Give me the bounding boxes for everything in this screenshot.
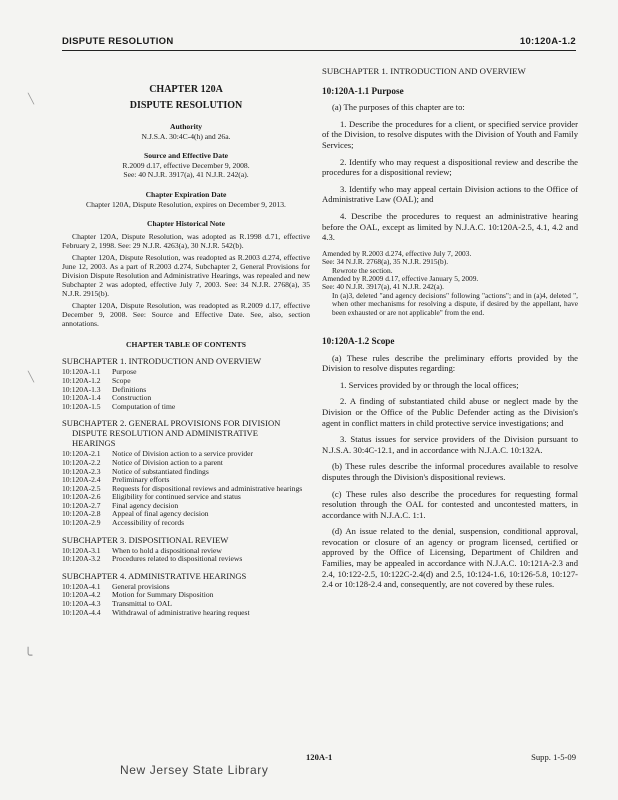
toc-row[interactable]: 10:120A-2.5 Requests for dispositional reviews and administrative hearings <box>62 483 303 493</box>
toc-row[interactable]: 10:120A-1.3 Definitions <box>62 384 147 394</box>
toc-row[interactable]: 10:120A-4.3 Transmittal to OAL <box>62 599 173 609</box>
paragraph: (d) An issue related to the denial, suspension, conditional approval, revocation or closure of an agency or program licensed, certified or approved by the Office of Licensing, Department of Children and Families, may be appealed in accordance with N.J.A.C. 10:121A-2.3 and 2.4, 10:122-2.5, 10:122C-2.4(d) and 2.5, 10:124-1.6, 10:126-5.8, 10:127-2.4 or 10:128-2.4 and, consequently, are not covered by these rules. <box>322 526 578 590</box>
authority-heading: Authority <box>169 122 203 131</box>
toc-row[interactable]: 10:120A-2.7 Final agency decision <box>62 500 179 510</box>
history-paragraph: Chapter 120A, Dispute Resolution, was readopted as R.2009 d.17, effective December 9, 2008. See: Source and Effective Date. See, also, section annotations. <box>62 300 310 328</box>
list-item: 4. Describe the procedures to request an administrative hearing before the OAL, except as limited by N.J.A.C. 10:120A-2.5, 4.1, 4.2 and 4.3. <box>322 210 578 243</box>
left-column <box>62 66 310 617</box>
list-item: 3. Identify who may appeal certain Division actions to the Office of Administrative Law (OAL); and <box>322 183 578 205</box>
toc-row[interactable]: 10:120A-4.4 Withdrawal of administrative hearing request <box>62 607 250 617</box>
paragraph: (c) These rules also describe the procedures for requesting formal resolution through the OAL for contested and uncontested matters, in accordance with N.J.A.C. 1:1. <box>322 488 578 520</box>
right-column <box>322 66 578 590</box>
history-paragraph: Chapter 120A, Dispute Resolution, was adopted as R.1998 d.71, effective February 2, 1998. See: 29 N.J.R. 4263(a), 30 N.J.R. 542(b). <box>62 231 310 250</box>
toc-row[interactable]: 10:120A-1.2 Scope <box>62 375 131 385</box>
list-item: 3. Status issues for service providers of the Division pursuant to N.J.S.A. 30:4C-12.1, and in accordance with N.J.A.C. 10:132A. <box>322 434 578 455</box>
toc-subchapter-1 <box>62 356 310 411</box>
toc-row[interactable]: 10:120A-2.4 Preliminary efforts <box>62 475 170 485</box>
list-item: 1. Describe the procedures for a client, or specified service provider of the Division, to resolve disputes with the Division of Youth and Family Services; <box>322 118 578 150</box>
toc-row[interactable]: 10:120A-3.1 When to hold a dispositional review <box>62 545 222 555</box>
source-text: R.2009 d.17, effective December 9, 2008. <box>122 160 250 170</box>
expiration-text: Chapter 120A, Dispute Resolution, expires on December 9, 2013. <box>86 199 286 209</box>
margin-mark: ╰ <box>24 649 33 664</box>
list-item: 1. Services provided by or through the local offices; <box>340 379 519 390</box>
margin-mark: ╲ <box>28 372 35 383</box>
history-heading: Chapter Historical Note <box>147 219 225 229</box>
running-header <box>62 36 576 51</box>
toc-subchapter-heading: SUBCHAPTER 3. DISPOSITIONAL REVIEW <box>62 534 229 545</box>
list-item: 2. A finding of substantiated child abuse or neglect made by the Division or the Office of the Public Defender acting as the Division's agent in conflict matters in child protective service investigations; and <box>322 396 578 428</box>
toc-row[interactable]: 10:120A-2.8 Appeal of final agency decision <box>62 509 209 519</box>
toc-row[interactable]: 10:120A-2.9 Accessibility of records <box>62 518 185 528</box>
toc-row[interactable]: 10:120A-1.4 Construction <box>62 393 152 403</box>
toc-row[interactable]: 10:120A-4.2 Motion for Summary Disposition <box>62 590 214 600</box>
toc-subchapter-heading: SUBCHAPTER 4. ADMINISTRATIVE HEARINGS <box>62 570 247 581</box>
supplement-date: Supp. 1-5-09 <box>531 752 576 762</box>
toc-subchapter-heading: SUBCHAPTER 1. INTRODUCTION AND OVERVIEW <box>62 356 262 367</box>
subchapter-heading: SUBCHAPTER 1. INTRODUCTION AND OVERVIEW <box>322 66 526 76</box>
toc-row[interactable]: 10:120A-3.2 Procedures related to dispositional reviews <box>62 554 243 564</box>
header-title: DISPUTE RESOLUTION <box>62 36 174 47</box>
toc-subchapter-heading: SUBCHAPTER 2. GENERAL PROVISIONS FOR DIVISION DISPUTE RESOLUTION AND ADMINISTRATIVE HEARINGS <box>62 418 281 449</box>
toc-subchapter-3 <box>62 535 310 564</box>
chapter-number: CHAPTER 120A <box>149 84 223 95</box>
section-heading-purpose: 10:120A-1.1 Purpose <box>322 85 404 96</box>
header-section: 10:120A-1.2 <box>519 36 576 47</box>
toc-row[interactable]: 10:120A-2.3 Notice of substantiated findings <box>62 466 209 476</box>
toc-row[interactable]: 10:120A-1.5 Computation of time <box>62 401 176 411</box>
paragraph: (b) These rules describe the informal procedures available to resolve disputes through the Division's dispositional reviews. <box>322 461 578 482</box>
toc-title: CHAPTER TABLE OF CONTENTS <box>126 339 246 349</box>
toc-row[interactable]: 10:120A-1.1 Purpose <box>62 367 137 377</box>
list-item: 2. Identify who may request a dispositional review and describe the procedures for a dispositional review; <box>322 156 578 178</box>
toc-row[interactable]: 10:120A-2.6 Eligibility for continued service and status <box>62 492 241 502</box>
amendment-note: Amended by R.2003 d.274, effective July 7, 2003. See: 34 N.J.R. 2768(a), 35 N.J.R. 2915(b). Rewrote the section. Amended by R.2009 d.17, effective January 5, 2009. See: 40 N.J.R. 3917(a), 41 N.J.R. 242(a). In (a)3, deleted "and agency decisions" following "actions"; and in (a)4, deleted ", when other mechanisms for resolving a dispute, if desired by the appellant, have been exhausted or are not applicable" from the end. <box>322 248 578 317</box>
source-text-2: See: 40 N.J.R. 3917(a), 41 N.J.R. 242(a). <box>123 170 249 180</box>
toc-subchapter-2 <box>62 418 310 527</box>
section-heading-scope: 10:120A-1.2 Scope <box>322 335 395 346</box>
chapter-title: DISPUTE RESOLUTION <box>129 100 243 111</box>
paragraph: (a) The purposes of this chapter are to: <box>332 102 465 113</box>
toc-subchapter-4 <box>62 571 310 617</box>
expiration-heading: Chapter Expiration Date <box>145 189 227 199</box>
history-paragraph: Chapter 120A, Dispute Resolution, was readopted as R.2003 d.274, effective June 12, 2003. As a part of R.2003 d.274, Subchapter 2, General Provisions for Division Dispute Resolution and Administrative Hearings, was repealed and new Subchapter 2 was adopted, effective July 7, 2003. See: 34 N.J.R. 2768(a), 35 N.J.R. 2915(b). <box>62 252 310 298</box>
paragraph: (a) These rules describe the preliminary efforts provided by the Division to resolve disputes regarding: <box>322 352 578 374</box>
margin-mark: ╲ <box>28 94 35 105</box>
toc-row[interactable]: 10:120A-4.1 General provisions <box>62 581 170 591</box>
authority-text: N.J.S.A. 30:4C-4(h) and 26a. <box>141 131 231 141</box>
page-number: 120A-1 <box>306 752 333 762</box>
toc-row[interactable]: 10:120A-2.1 Notice of Division action to a service provider <box>62 449 254 459</box>
toc-row[interactable]: 10:120A-2.2 Notice of Division action to a parent <box>62 457 223 467</box>
library-stamp: New Jersey State Library <box>120 763 269 777</box>
source-heading: Source and Effective Date <box>143 151 228 161</box>
